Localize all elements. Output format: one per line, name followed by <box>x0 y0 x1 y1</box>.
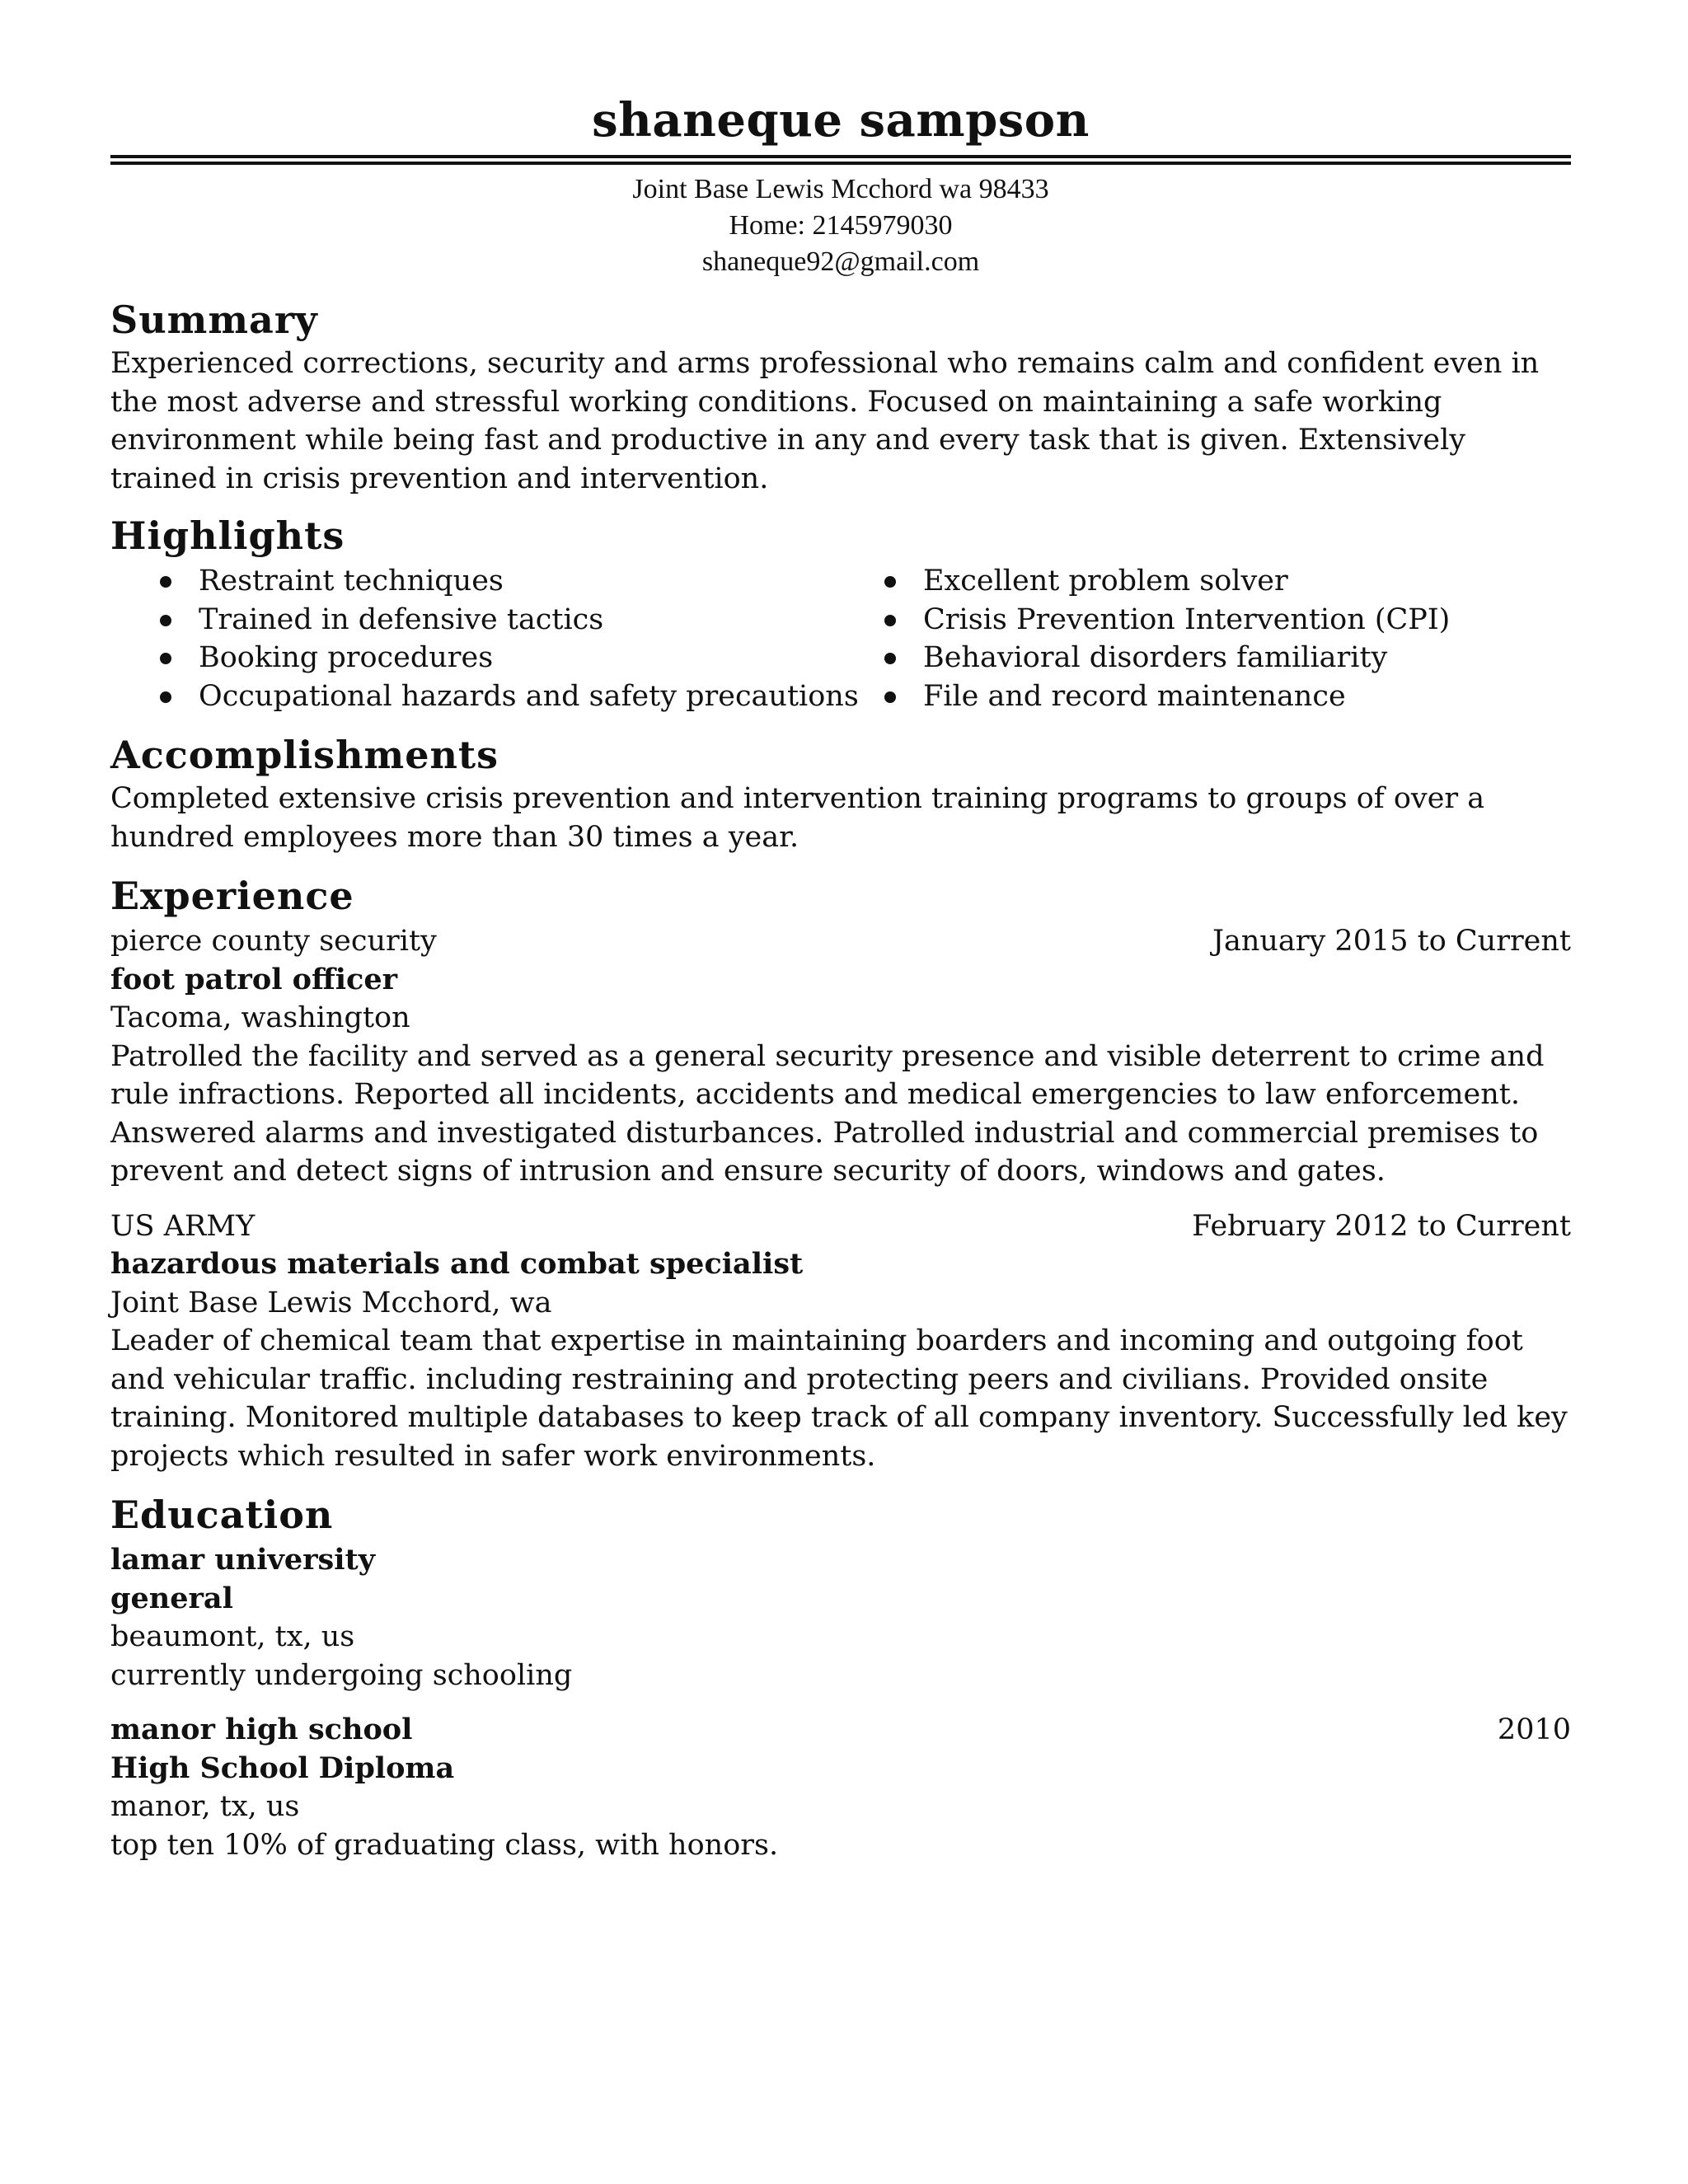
education-header-row <box>110 1541 1571 1580</box>
job-company: pierce county security <box>110 925 437 958</box>
job-entry <box>110 922 1571 1191</box>
accomplishments-heading: Accomplishments <box>110 733 499 777</box>
education-degree: general <box>110 1581 233 1615</box>
summary-heading: Summary <box>110 298 318 342</box>
education-location: manor, tx, us <box>110 1790 300 1823</box>
education-school: manor high school <box>110 1713 413 1746</box>
highlight-item: Restraint techniques <box>199 562 906 601</box>
education-heading: Education <box>110 1493 334 1537</box>
job-company: US ARMY <box>110 1209 256 1243</box>
education-note: currently undergoing schooling <box>110 1658 573 1692</box>
summary-section <box>110 297 1571 498</box>
contact-block <box>110 171 1571 280</box>
accomplishments-section <box>110 732 1571 856</box>
education-entry <box>110 1541 1571 1694</box>
education-school: lamar university <box>110 1543 376 1577</box>
highlights-section <box>110 513 1571 715</box>
highlights-left-list <box>199 562 906 715</box>
highlights-right-list <box>923 562 1450 715</box>
experience-section <box>110 873 1571 1475</box>
header-double-rule <box>110 155 1571 165</box>
education-location: beaumont, tx, us <box>110 1620 355 1653</box>
contact-email: shaneque92@gmail.com <box>701 246 980 277</box>
accomplishments-text: Completed extensive crisis prevention and intervention training programs to groups of over a hundred employees more than 30 times a year. <box>110 782 1485 854</box>
job-description: Patrolled the facility and served as a general security presence and visible deterrent to crime and rule infractions. Reported all incidents, accidents and medical emergencies to law enforcement. Answered alarms and investigated disturbances. Patrolled industrial and commercial premises to prevent and detect signs of intrusion and ensure security of doors, windows and gates. <box>110 1039 1545 1188</box>
job-header-row <box>110 1207 1571 1246</box>
highlights-heading: Highlights <box>110 513 345 558</box>
education-note: top ten 10% of graduating class, with honors. <box>110 1828 779 1862</box>
job-dates: February 2012 to Current <box>1192 1209 1571 1243</box>
experience-heading: Experience <box>110 874 354 918</box>
summary-text: Experienced corrections, security and arms professional who remains calm and confident even in the most adverse and stressful working conditions. Focused on maintaining a safe working environment while being fast and productive in any and every task that is given. Extensively trained in crisis prevention and intervention. <box>110 347 1540 495</box>
job-title: foot patrol officer <box>110 962 398 996</box>
education-entry <box>110 1711 1571 1864</box>
job-dates: January 2015 to Current <box>1212 925 1571 958</box>
candidate-name: shaneque sampson <box>592 93 1090 148</box>
job-location: Tacoma, washington <box>110 1001 410 1034</box>
education-section <box>110 1492 1571 1864</box>
job-description: Leader of chemical team that expertise in maintaining boarders and incoming and outgoing foot and vehicular traffic. including restraining and protecting peers and civilians. Provided onsite training. Monitored multiple databases to keep track of all company inventory. Successfully led key projects which resulted in safer work environments. <box>110 1324 1568 1473</box>
highlight-item: Crisis Prevention Intervention (CPI) <box>923 601 1450 640</box>
highlight-item: Behavioral disorders familiarity <box>923 639 1450 677</box>
highlight-item: Excellent problem solver <box>923 562 1450 601</box>
education-degree: High School Diploma <box>110 1750 455 1785</box>
job-location: Joint Base Lewis Mcchord, wa <box>110 1286 552 1319</box>
education-year: 2010 <box>1497 1713 1571 1746</box>
highlight-item: File and record maintenance <box>923 677 1450 716</box>
education-header-row <box>110 1711 1571 1750</box>
job-entry <box>110 1207 1571 1476</box>
contact-phone: Home: 2145979030 <box>729 210 953 241</box>
highlight-item: Occupational hazards and safety precautions <box>199 677 906 716</box>
highlight-item: Trained in defensive tactics <box>199 601 906 640</box>
job-header-row <box>110 922 1571 961</box>
resume-page <box>110 91 1571 1864</box>
contact-address: Joint Base Lewis Mcchord wa 98433 <box>632 174 1049 204</box>
highlight-item: Booking procedures <box>199 639 906 677</box>
highlights-columns <box>110 562 1571 715</box>
job-title: hazardous materials and combat specialist <box>110 1247 804 1281</box>
